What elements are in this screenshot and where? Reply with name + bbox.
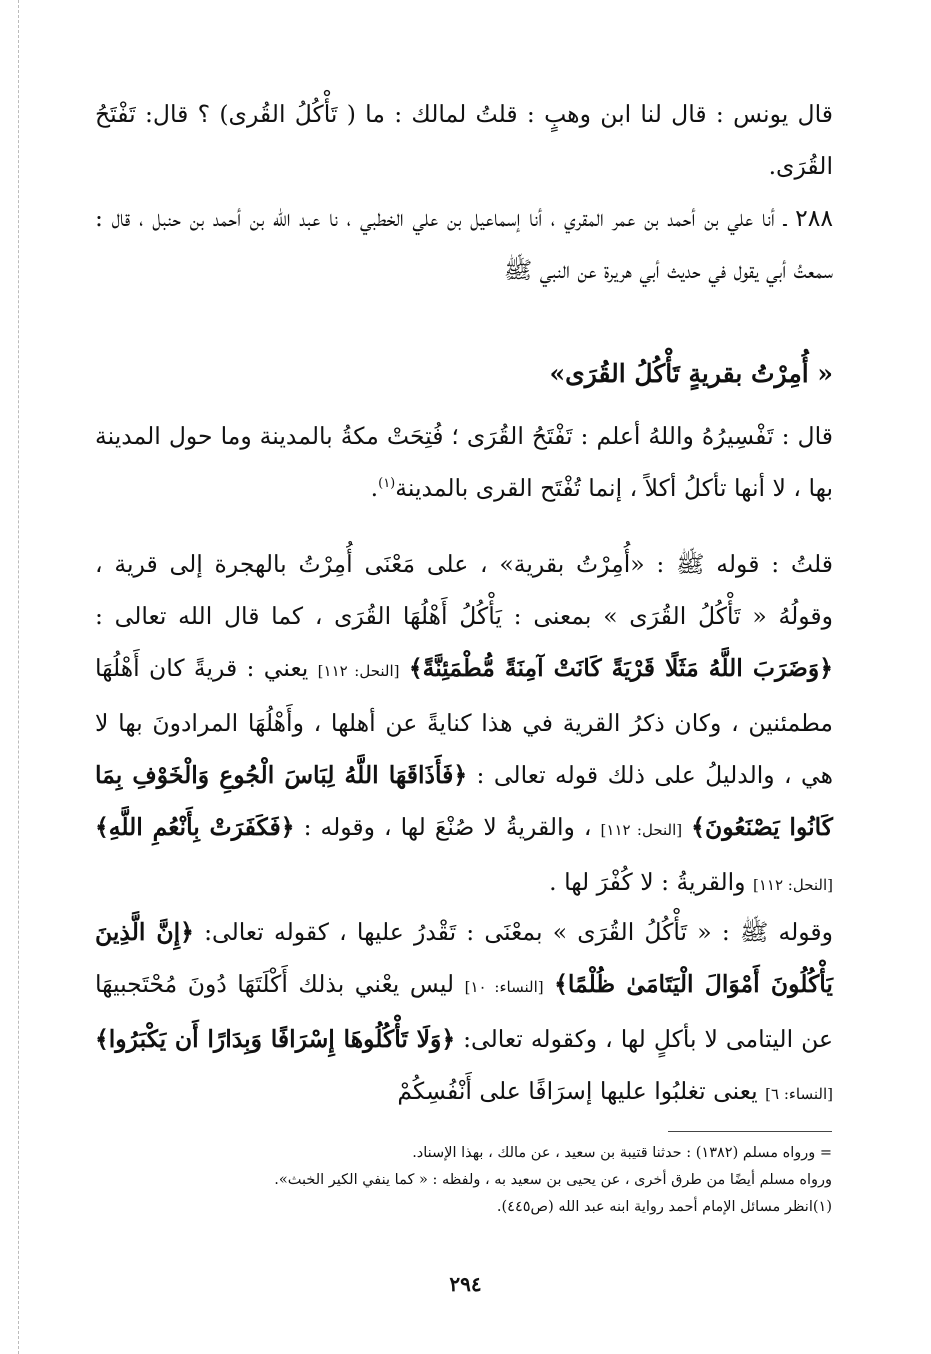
paragraph-3-text: قال : تَفْسِيرُهُ واللهُ أعلم : تَفْتَحُ القُرَى ؛ فُتِحَتْ مكةُ بالمدينة وما حول المدينة بها ، لا أنها تأكلُ أكلاً ، إنما تُفْتَح القرى بالمدينة (95, 422, 833, 502)
quran-verse-4: ﴿إِنَّ الَّذِينَ يَأْكُلُونَ أَمْوَالَ الْيَتَامَىٰ ظُلْمًا﴾ (95, 918, 833, 998)
scan-edge-line (18, 0, 19, 1354)
page-number: ٢٩٤ (449, 1272, 482, 1296)
quran-verse-5: ﴿وَلَا تَأْكُلُوهَا إِسْرَافًا وَبِدَارًا أَن يَكْبَرُوا﴾ (95, 1025, 456, 1053)
footnote-line: = ورواه مسلم (١٣٨٢) : حدثنا قتيبة بن سعيد ، عن مالك ، بهذا الإسناد. (412, 1145, 832, 1161)
paragraph-4-commentary (95, 538, 833, 911)
paragraph-1 (95, 88, 833, 192)
paragraph-4-part-b: يعني : قريةً كان أَهْلُهَا مطمئنين ، وكان ذكرُ القرية في هذا كنايةً عن أهلها ، وأَهْلُهَا المرادونَ بها لا هي ، والدليلُ على ذلك قوله تعالى : (95, 654, 833, 789)
hadith-text (550, 348, 833, 400)
paragraph-4-part-d: والقريةُ : لا كُفْرَ لها . (549, 868, 746, 896)
paragraph-1-text: قال يونس : قال لنا ابن وهبٍ : قلتُ لمالك : ما ( تَأْكُلُ القُرى) ؟ قال: تَفْتَحُ القُرَى. (95, 100, 833, 180)
paragraph-4-part-c: ، والقريةُ لا صُنْعَ لها ، وقوله : (303, 813, 592, 841)
paragraph-3-explanation (95, 410, 833, 514)
verse-citation-1: [النحل: ١١٢] (317, 662, 400, 680)
footnotes-section (180, 1140, 832, 1221)
verse-citation-2: [النحل: ١١٢] (600, 821, 683, 839)
paragraph-5-commentary (95, 906, 833, 1120)
footnote-marker[interactable]: (١) (378, 476, 396, 492)
paragraph-2-isnad (95, 192, 833, 296)
quran-verse-3: ﴿فَكَفَرَتْ بِأَنْعُمِ اللَّهِ﴾ (95, 813, 295, 841)
paragraph-5-part-b: ليس يعْني بذلك أَكْلَتَهَا دُونَ مُحْتَجبيهَا عن اليتامى لا بأكلٍ لها ، وكقوله تعالى: (95, 970, 833, 1053)
hadith-line: « أُمِرْتُ بقريةٍ تَأْكُلُ القُرَى» (549, 359, 833, 388)
paragraph-5-part-a: وقوله ﷺ : « تَأْكُلُ القُرَى » بمعْنَى : تَقْدرُ عليها ، كقوله تعالى: (204, 918, 833, 946)
verse-citation-3: [النحل: ١١٢] (752, 876, 833, 894)
quran-verse-2: ﴿فَأَذَاقَهَا اللَّهُ لِبَاسَ الْجُوعِ وَالْخَوْفِ بِمَا كَانُوا يَصْنَعُونَ﴾ (95, 761, 833, 841)
paragraph-4-part-a: قلتُ : قوله ﷺ : «أُمِرْتُ بقرية» ، على مَعْنَى أُمِرْتُ بالهجرة إلى قرية ، وقولُهُ « تَأْكُلُ القُرَى » بمعنى : يَأْكُلُ أَهْلُهَا القُرَى ، كما قال الله تعالى : (95, 550, 833, 630)
footnote-line: ورواه مسلم أيضًا من طرق أخرى ، عن يحيى بن سعيد به ، ولفظه : « كما ينفي الكير الخبث». (274, 1172, 832, 1188)
paragraph-3-end: . (370, 474, 379, 502)
verse-citation-5: [النساء: ٦] (765, 1085, 833, 1103)
quran-verse-1: ﴿وَضَرَبَ اللَّهُ مَثَلًا قَرْيَةً كَانَتْ آمِنَةً مُّطْمَئِنَّةً﴾ (408, 654, 833, 682)
paragraph-5-part-c: يعنى تغلبُوا عليها إسرَافًا على أَنْفُسِكُمْ (397, 1077, 758, 1105)
footnote-divider (668, 1131, 832, 1132)
footnote-line: (١)انظر مسائل الإمام أحمد رواية ابنه عبد الله (ص٤٤٥). (496, 1199, 832, 1215)
verse-citation-4: [النساء: ١٠] (464, 978, 544, 996)
paragraph-2-text: ٢٨٨ ـ أنا علي بن أحمد بن عمر المقري ، أنا إسماعيل بن علي الخطبي ، نا عبد الله بن أحمد بن حنبل ، قال : سمعتُ أبي يقول في حديث أبي هريرة عن النبي ﷺ (95, 204, 833, 284)
